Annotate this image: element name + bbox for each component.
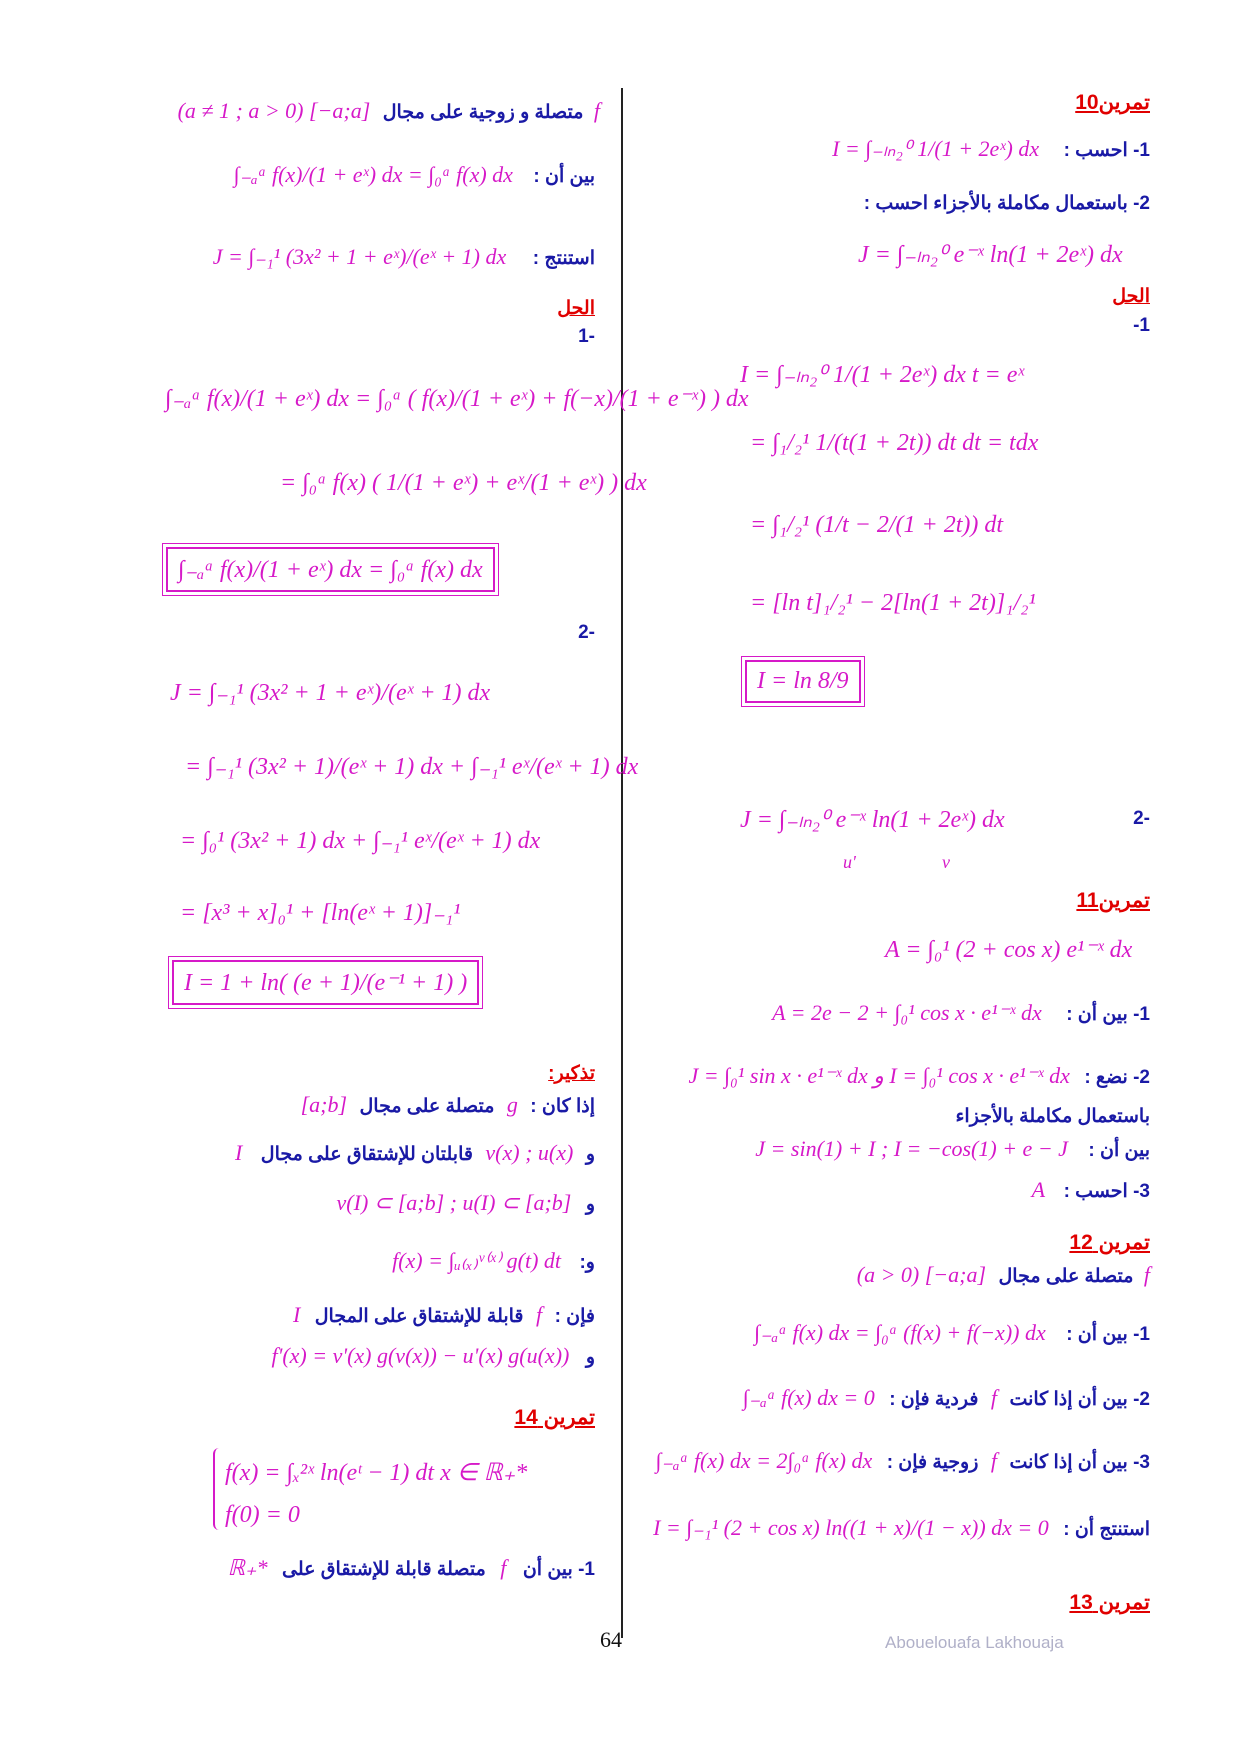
reminder-r2-label: و [585,1144,595,1165]
ex12-question-1 [754,1320,1150,1346]
ex12-q3-mid: زوجية فإن : [886,1452,979,1473]
ex11-a-definition: A = ∫₀¹ (2 + cos x) e¹⁻ˣ dx [885,937,1133,963]
ex10-q2-math: J = ∫₋ₗₙ₂⁰ e⁻ˣ ln(1 + 2eˣ) dx [858,242,1123,268]
ex11-question-2b [755,1136,1150,1162]
column-divider [621,88,623,1638]
reminder-r2-math: v(x) ; u(x) [485,1140,574,1165]
ex11-question-3 [1032,1177,1150,1203]
reminder-title: تذكير: [548,1063,595,1084]
exercise-14-title: تمرين 14 [514,1406,595,1429]
ex10-sol-step-6: J = ∫₋ₗₙ₂⁰ e⁻ˣ ln(1 + 2eˣ) dx [740,807,1005,833]
reminder-r1-text: متصلة على مجال [359,1096,495,1117]
ex12-intro-f: f [1143,1262,1150,1287]
ex10-q1-math: I = ∫₋ₗₙ₂⁰ 1/(1 + 2eˣ) dx [832,136,1040,161]
ex12-q3-math: ∫₋ₐᵃ f(x) dx = 2∫₀ᵃ f(x) dx [655,1448,873,1473]
left-sol-step-1: ∫₋ₐᵃ f(x)/(1 + eˣ) dx = ∫₀ᵃ ( f(x)/(1 + eˣ) + f(−x)/(1 + e⁻ˣ) ) dx [165,386,749,412]
ex11-q3-label: 3- احسب : [1063,1181,1150,1202]
ex10-solution-label: الحل [1112,286,1150,307]
exercise-11-title: تمرين11 [1076,889,1150,912]
ex10-sol-step-3: = ∫₁/₂¹ (1/t − 2/(1 + 2t)) dt [750,512,1004,538]
reminder-r4-math: f(x) = ∫ᵤ₍ₓ₎ᵛ⁽ˣ⁾ g(t) dt [392,1248,562,1273]
ex14-system-brace [213,1448,219,1530]
ex11-q2-text: باستعمال مكاملة بالأجزاء [955,1106,1150,1127]
ex12-intro [857,1262,1150,1288]
reminder-r2-I: I [235,1140,243,1165]
reminder-r1-math: [a;b] [300,1092,348,1117]
reminder-line-4 [392,1248,595,1274]
left-sol-step-6: = ∫₀¹ (3x² + 1) dx + ∫₋₁¹ eˣ/(eˣ + 1) dx [180,828,541,854]
reminder-r5-label: فإن : [554,1306,595,1327]
author-name: Abouelouafa Lakhouaja [885,1633,1064,1652]
ex12-q2-math: ∫₋ₐᵃ f(x) dx = 0 [742,1385,875,1410]
ex12-q3-label: 3- بين أن إذا كانت [1009,1452,1150,1473]
ex12-q2-label: 2- بين أن إذا كانت [1009,1389,1150,1410]
reminder-line-1 [301,1092,595,1118]
ex12-intro-math: (a > 0) [−a;a] [856,1262,987,1287]
ex11-q1-math: A = 2e − 2 + ∫₀¹ cos x · e¹⁻ˣ dx [772,1000,1042,1025]
ex12-question-2 [743,1385,1150,1411]
left-question-2 [213,244,595,270]
ex11-q2-math: J = ∫₀¹ sin x · e¹⁻ˣ dx و I = ∫₀¹ cos x · e¹⁻ˣ dx [688,1063,1070,1088]
exercise-12-title: تمرين 12 [1069,1231,1150,1254]
ex12-q2-f: f [990,1385,997,1410]
ex12-q1-label: 1- بين أن : [1066,1324,1150,1345]
ex10-sol-step-2: = ∫₁/₂¹ 1/(t(1 + 2t)) dt dt = tdx [750,430,1039,456]
reminder-r3-math: v(I) ⊂ [a;b] ; u(I) ⊂ [a;b] [336,1190,572,1215]
reminder-r5-f: f [535,1302,543,1327]
ex12-question-3 [656,1448,1150,1474]
ex11-q2-label: 2- نضع : [1084,1067,1150,1088]
left-sol-step-5: = ∫₋₁¹ (3x² + 1)/(eˣ + 1) dx + ∫₋₁¹ eˣ/(eˣ + 1) dx [185,754,639,780]
exercise-10-title: تمرين10 [1075,91,1150,114]
ex14-system-line-1: f(x) = ∫ₓ²ˣ ln(eᵗ − 1) dt x ∈ ℝ₊* [225,1460,528,1486]
ex12-q4-label: استنتج أن : [1063,1519,1150,1540]
left-q1-math: ∫₋ₐᵃ f(x)/(1 + eˣ) dx = ∫₀ᵃ f(x) dx [233,162,513,187]
ex10-part-2: -2 [1133,808,1150,829]
reminder-r5-text: قابلة للإشتقاق على المجال [314,1306,524,1327]
left-sol-step-7: = [x³ + x]₀¹ + [ln(eˣ + 1)]₋₁¹ [180,900,461,926]
ex12-q3-f: f [990,1448,997,1473]
ex10-result-box: I = ln 8/9 [745,660,861,703]
ex10-sol-step-1: I = ∫₋ₗₙ₂⁰ 1/(1 + 2eˣ) dx t = eˣ [740,362,1025,388]
left-intro-math: (a ≠ 1 ; a > 0) [−a;a] [177,98,371,123]
ex14-system-line-2: f(0) = 0 [225,1502,300,1528]
left-sol-step-2: = ∫₀ᵃ f(x) ( 1/(1 + eˣ) + eˣ/(1 + eˣ) ) dx [280,470,647,496]
left-question-1 [234,162,595,188]
ex11-q1-label: 1- بين أن : [1066,1004,1150,1025]
left-intro [178,98,600,124]
left-q2-math: J = ∫₋₁¹ (3x² + 1 + eˣ)/(eˣ + 1) dx [212,244,507,269]
reminder-r1-g: g [506,1092,518,1117]
ex10-v-label: v [942,852,950,872]
ex14-question-1 [228,1555,595,1581]
reminder-r6-math: f'(x) = v'(x) g(v(x)) − u'(x) g(u(x)) [271,1343,570,1368]
left-intro-f: f [593,98,600,123]
ex11-question-2 [689,1063,1151,1089]
left-sol-step-4: J = ∫₋₁¹ (3x² + 1 + eˣ)/(eˣ + 1) dx [170,680,491,706]
ex12-q2-mid: فردية فإن : [889,1389,979,1410]
ex12-intro-text: متصلة على مجال [998,1266,1134,1287]
left-result-box-2: I = 1 + ln( (e + 1)/(e⁻¹ + 1) ) [172,960,479,1005]
left-q2-label: استنتج : [532,248,595,269]
reminder-r4-label: و: [579,1252,595,1273]
ex14-q1-text: متصلة قابلة للإشتقاق على [282,1559,486,1580]
ex14-q1-f: f [500,1555,507,1580]
left-solution-label: الحل [557,298,595,319]
left-part-1: -1 [578,326,595,347]
reminder-r5-I: I [292,1302,301,1327]
left-part-2: -2 [578,622,595,643]
left-intro-text: متصلة و زوجية على مجال [382,102,584,123]
reminder-line-6 [272,1343,595,1369]
reminder-r2-text: قابلتان للإشتقاق على مجال [260,1144,473,1165]
ex12-q4-math: I = ∫₋₁¹ (2 + cos x) ln((1 + x)/(1 − x)) dx = 0 [653,1515,1049,1540]
page-number: 64 [600,1627,622,1652]
ex12-q1-math: ∫₋ₐᵃ f(x) dx = ∫₀ᵃ (f(x) + f(−x)) dx [754,1320,1046,1345]
ex10-u-prime-label: u' [843,852,856,872]
reminder-r6-label: و [585,1347,595,1368]
exercise-13-title: تمرين 13 [1069,1591,1150,1614]
ex11-question-1 [772,1000,1150,1026]
left-q1-label: بين أن : [533,166,595,187]
reminder-line-3 [337,1190,595,1216]
reminder-r1-label: إذا كان : [530,1096,595,1117]
reminder-line-5 [293,1302,595,1328]
ex10-q1-label: 1- احسب : [1063,140,1150,161]
ex10-part-1: 1- [1133,315,1150,336]
ex11-q2b-label: بين أن : [1088,1140,1150,1161]
ex10-question-2: 2- باستعمال مكاملة بالأجزاء احسب : [863,193,1150,214]
ex11-q2b-math: J = sin(1) + I ; I = −cos(1) + e − J [755,1136,1068,1161]
reminder-r3-label: و [585,1194,595,1215]
ex12-question-4 [653,1515,1150,1541]
reminder-line-2 [235,1140,595,1166]
ex10-sol-step-4: = [ln t]₁/₂¹ − 2[ln(1 + 2t)]₁/₂¹ [750,590,1036,616]
ex14-q1-label: 1- بين أن [522,1559,595,1580]
left-result-box-1: ∫₋ₐᵃ f(x)/(1 + eˣ) dx = ∫₀ᵃ f(x) dx [166,547,495,592]
ex14-q1-math: ℝ₊* [227,1555,268,1580]
ex11-q3-math: A [1031,1177,1046,1202]
ex10-question-1 [832,136,1150,162]
